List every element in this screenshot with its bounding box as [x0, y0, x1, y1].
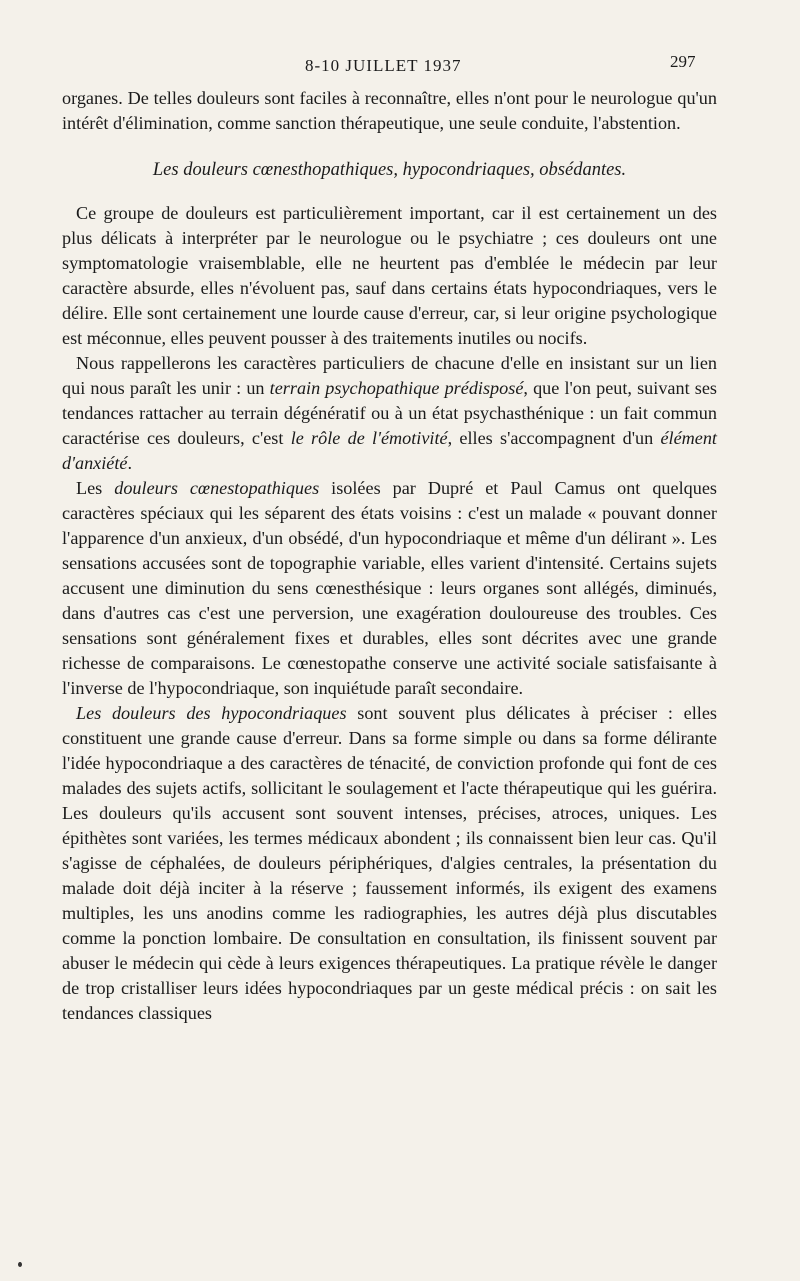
italic-run: Les douleurs des hypocondriaques [76, 703, 347, 723]
paragraph-continuation: organes. De telles douleurs sont faciles à reconnaître, elles n'ont pour le neurologue qu'un intérêt d'élimination, comme sanction thérapeutique, une seule conduite, l'abstention. [62, 88, 717, 133]
paragraph-2 [62, 351, 717, 476]
paragraph-1: Ce groupe de douleurs est particulièrement important, car il est certainement un des plus délicats à interpréter par le neurologue ou le psychiatre ; ces douleurs ont une symptomatologie vraisemblable, elle ne heurtent pas d'emblée le médecin par leur caractère absurde, elles n'évoluent pas, sauf dans certains états hypocondriaques, vers le délire. Elle sont certainement une lourde cause d'erreur, car, si leur origine psychologique est méconnue, elles peuvent pousser à des traitements inutiles ou nocifs. [62, 203, 717, 348]
text-run: , elles s'accompagnent d'un [447, 428, 661, 448]
italic-run: élément d'anxiété [62, 428, 717, 473]
body-text [62, 86, 717, 1026]
text-run: Les [76, 478, 115, 498]
text-run: Nous rappellerons les caractères particuliers de chacune d'elle en insistant sur un lien qui nous paraît les unir : un [62, 353, 717, 398]
italic-run: douleurs cœnestopathiques [114, 478, 320, 498]
text-run: , que l'on peut, suivant ses tendances rattacher au terrain dégénératif ou à un état psychasthénique : un fait commun caractérise ces douleurs, c'est [62, 378, 718, 448]
text-run: sont souvent plus délicates à préciser : elles constituent une grande cause d'erreur. Dans sa forme simple ou dans sa forme délirante l'idée hypocondriaque a des caractères de ténacité, de conviction profonde qui font de ces malades des sujets actifs, sollicitant le soulagement et l'acte thérapeutique qui les guérira. Les douleurs qu'ils accusent sont souvent intenses, précises, atroces, uniques. Les épithètes sont variées, les termes médicaux abondent ; ils connaissent bien leur cas. Qu'il s'agisse de céphalées, de douleurs périphériques, d'algies centrales, la présentation du malade doit déjà inciter à la réserve ; faussement informés, ils exigent des examens multiples, les uns anodins comme les radiographies, les autres déjà plus discutables comme la ponction lombaire. De consultation en consultation, ils finissent souvent par abuser le médecin qui cède à leurs exigences thérapeutiques. La pratique révèle le danger de trop cristalliser leurs idées hypocondriaques par un geste médical précis : on sait les tendances classiques [62, 703, 717, 1023]
paragraph-3 [62, 476, 717, 701]
ink-speck [18, 1262, 22, 1267]
page-number: 297 [670, 52, 696, 71]
italic-run: terrain psychopathique prédisposé [269, 378, 524, 398]
text-run: isolées par Dupré et Paul Camus ont quelques caractères spéciaux qui les séparent des états voisins : c'est un malade « pouvant donner l'apparence d'un anxieux, d'un obsédé, d'un hypocondriaque et même d'un délirant ». Les sensations accusées sont de topographie variable, elles varient d'intensité. Certains sujets accusent une diminution du sens cœnesthésique : leurs organes sont allégés, diminués, dans d'autres cas c'est une perversion, une exagération douloureuse des troubles. Ces sensations sont généralement fixes et durables, elles sont décrites avec une grande richesse de comparaisons. Le cœnestopathe conserve une activité sociale satisfaisante à l'inverse de l'hypocondriaque, son inquiétude paraît secondaire. [62, 478, 717, 698]
section-title: Les douleurs cœnesthopathiques, hypocondriaques, obsédantes. [152, 160, 627, 180]
text-run: . [127, 453, 133, 473]
paragraph-4 [62, 701, 717, 1026]
running-head [0, 52, 800, 82]
italic-run: le rôle de l'émotivité [290, 428, 448, 448]
running-title: 8-10 JUILLET 1937 [305, 56, 462, 75]
